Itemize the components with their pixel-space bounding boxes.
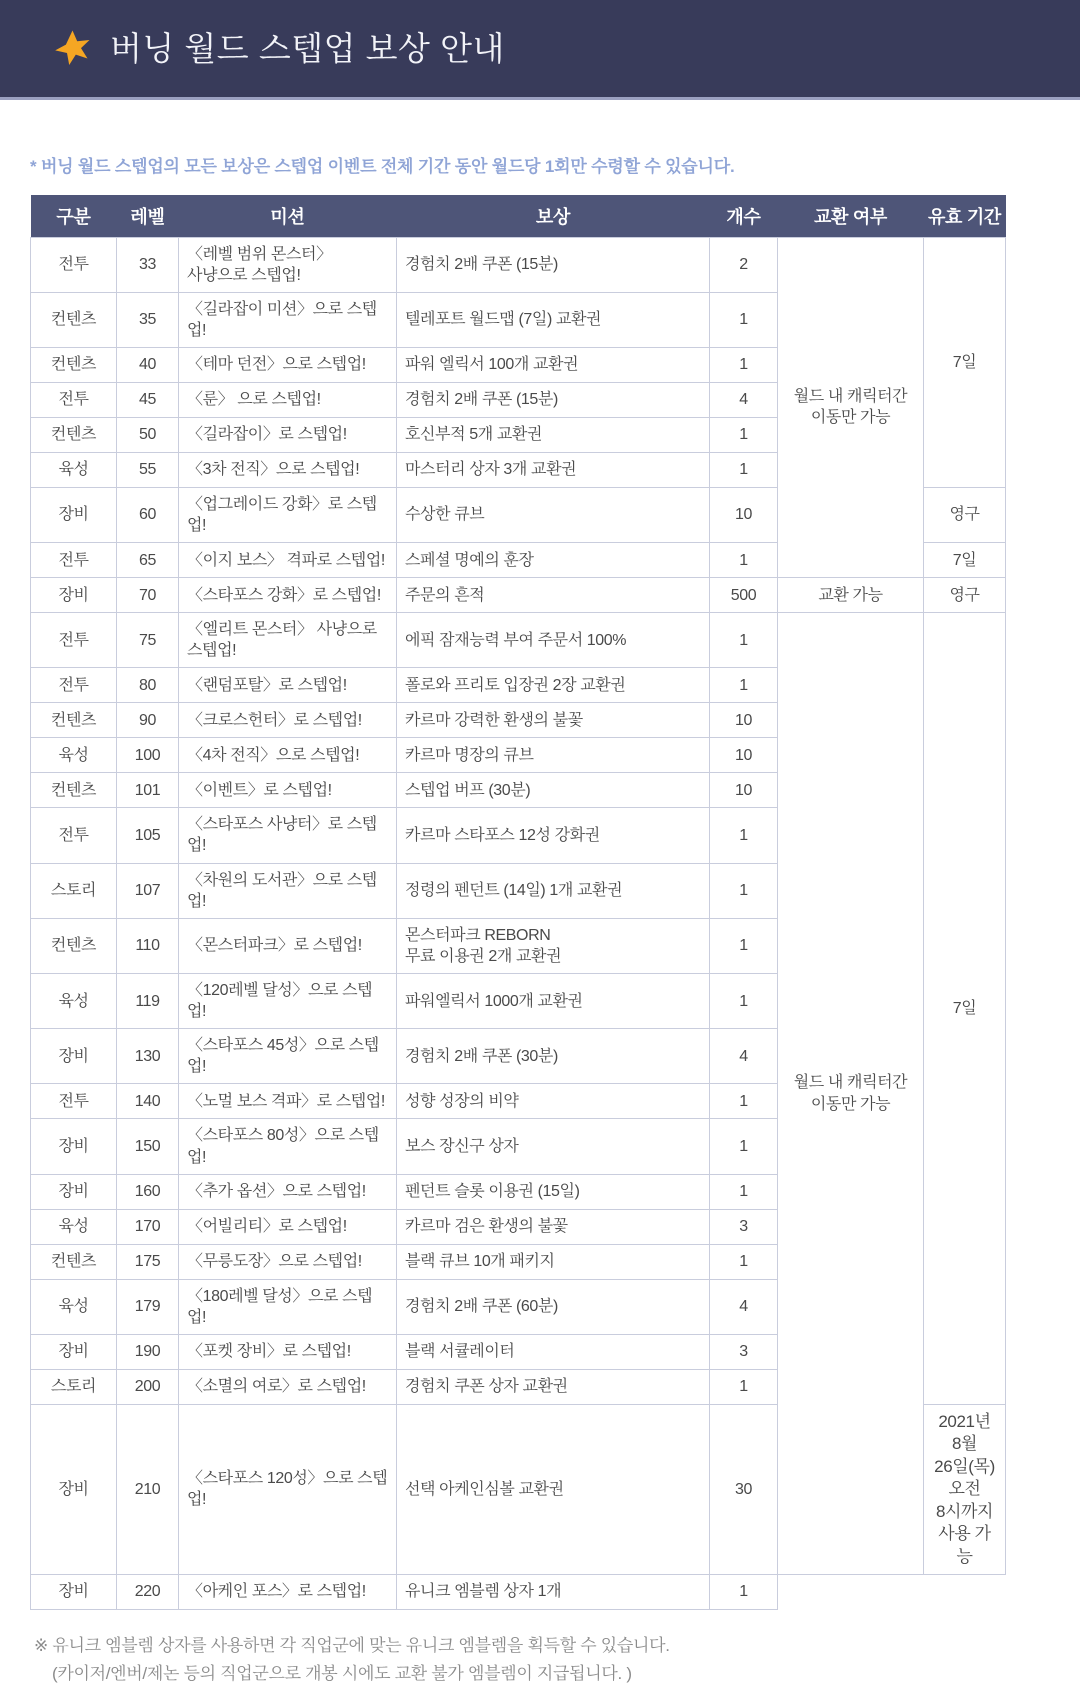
- table-row: [31, 578, 1006, 613]
- cell-reward: 폴로와 프리토 입장권 2장 교환권: [397, 668, 710, 703]
- cell-level: 33: [117, 237, 179, 292]
- cell-reward: 카르마 강력한 환생의 불꽃: [397, 703, 710, 738]
- cell-reward: 펜던트 슬롯 이용권 (15일): [397, 1174, 710, 1209]
- cell-reward: 파워 엘릭서 100개 교환권: [397, 347, 710, 382]
- cell-reward: 경험치 2배 쿠폰 (60분): [397, 1279, 710, 1334]
- cell-level: 35: [117, 292, 179, 347]
- cell-mission: 〈업그레이드 강화〉로 스텝업!: [179, 487, 397, 542]
- cell-level: 105: [117, 808, 179, 863]
- cell-reward: 카르마 명장의 큐브: [397, 738, 710, 773]
- cell-reward: 경험치 2배 쿠폰 (15분): [397, 237, 710, 292]
- cell-count: 1: [710, 974, 778, 1029]
- cell-mission: 〈몬스터파크〉로 스텝업!: [179, 918, 397, 973]
- cell-type: 육성: [31, 1209, 117, 1244]
- cell-reward: 에픽 잠재능력 부여 주문서 100%: [397, 613, 710, 668]
- table-row: [31, 613, 1006, 668]
- cell-count: 1: [710, 808, 778, 863]
- cell-type: 전투: [31, 808, 117, 863]
- cell-reward: 주문의 흔적: [397, 578, 710, 613]
- cell-mission: 〈스타포스 강화〉로 스텝업!: [179, 578, 397, 613]
- cell-reward: 경험치 쿠폰 상자 교환권: [397, 1369, 710, 1404]
- cell-valid-period: 영구: [924, 578, 1006, 613]
- col-header-exchange: 교환 여부: [778, 195, 924, 237]
- cell-type: 전투: [31, 668, 117, 703]
- cell-type: 컨텐츠: [31, 417, 117, 452]
- cell-mission: 〈아케인 포스〉로 스텝업!: [179, 1574, 397, 1609]
- cell-count: 1: [710, 1574, 778, 1609]
- cell-level: 190: [117, 1334, 179, 1369]
- cell-count: 4: [710, 382, 778, 417]
- cell-type: 육성: [31, 738, 117, 773]
- cell-type: 장비: [31, 1404, 117, 1574]
- cell-valid-period: 7일: [924, 613, 1006, 1405]
- table-header: [31, 195, 1006, 237]
- cell-type: 전투: [31, 613, 117, 668]
- cell-count: 1: [710, 1244, 778, 1279]
- cell-valid-period: 영구: [924, 487, 1006, 542]
- cell-type: 장비: [31, 1029, 117, 1084]
- cell-count: 1: [710, 1084, 778, 1119]
- cell-mission: 〈이지 보스〉 격파로 스텝업!: [179, 543, 397, 578]
- cell-level: 107: [117, 863, 179, 918]
- cell-mission: 〈길라잡이 미션〉으로 스텝업!: [179, 292, 397, 347]
- cell-level: 160: [117, 1174, 179, 1209]
- cell-count: 1: [710, 1119, 778, 1174]
- cell-mission: 〈포켓 장비〉로 스텝업!: [179, 1334, 397, 1369]
- cell-mission: 〈차원의 도서관〉으로 스텝업!: [179, 863, 397, 918]
- cell-count: 4: [710, 1279, 778, 1334]
- cell-reward: 블랙 서큘레이터: [397, 1334, 710, 1369]
- cell-reward: 카르마 스타포스 12성 강화권: [397, 808, 710, 863]
- cell-count: 1: [710, 918, 778, 973]
- cell-mission: 〈이벤트〉로 스텝업!: [179, 773, 397, 808]
- cell-mission: 〈4차 전직〉으로 스텝업!: [179, 738, 397, 773]
- star-icon: [52, 28, 92, 68]
- cell-reward: 수상한 큐브: [397, 487, 710, 542]
- cell-mission: 〈무릉도장〉으로 스텝업!: [179, 1244, 397, 1279]
- cell-count: 1: [710, 613, 778, 668]
- cell-reward: 텔레포트 월드맵 (7일) 교환권: [397, 292, 710, 347]
- cell-mission: 〈120레벨 달성〉으로 스텝업!: [179, 974, 397, 1029]
- cell-level: 130: [117, 1029, 179, 1084]
- cell-mission: 〈소멸의 여로〉로 스텝업!: [179, 1369, 397, 1404]
- reward-table-wrapper: [30, 195, 1005, 1610]
- cell-type: 컨텐츠: [31, 292, 117, 347]
- cell-level: 119: [117, 974, 179, 1029]
- cell-count: 10: [710, 738, 778, 773]
- cell-type: 장비: [31, 1574, 117, 1609]
- col-header-level: 레벨: [117, 195, 179, 237]
- table-row: [31, 237, 1006, 292]
- cell-type: 전투: [31, 543, 117, 578]
- cell-count: 1: [710, 863, 778, 918]
- cell-reward: 보스 장신구 상자: [397, 1119, 710, 1174]
- cell-level: 140: [117, 1084, 179, 1119]
- cell-count: 1: [710, 417, 778, 452]
- cell-level: 170: [117, 1209, 179, 1244]
- footnotes: [34, 1632, 1080, 1687]
- cell-count: 10: [710, 487, 778, 542]
- cell-reward: 파워엘릭서 1000개 교환권: [397, 974, 710, 1029]
- cell-count: 4: [710, 1029, 778, 1084]
- cell-reward: 스페셜 명예의 훈장: [397, 543, 710, 578]
- cell-type: 장비: [31, 1334, 117, 1369]
- cell-count: 3: [710, 1334, 778, 1369]
- cell-level: 175: [117, 1244, 179, 1279]
- cell-count: 1: [710, 1174, 778, 1209]
- footnote-line-1: ※ 유니크 엠블렘 상자를 사용하면 각 직업군에 맞는 유니크 엠블렘을 획득할 수 있습니다.: [34, 1632, 1080, 1660]
- cell-level: 110: [117, 918, 179, 973]
- cell-valid-period: 2021년 8월 26일(목) 오전 8시까지 사용 가능: [924, 1404, 1006, 1574]
- cell-mission: 〈스타포스 45성〉으로 스텝업!: [179, 1029, 397, 1084]
- cell-level: 90: [117, 703, 179, 738]
- cell-mission: 〈3차 전직〉으로 스텝업!: [179, 452, 397, 487]
- cell-level: 179: [117, 1279, 179, 1334]
- cell-type: 컨텐츠: [31, 1244, 117, 1279]
- col-header-count: 개수: [710, 195, 778, 237]
- cell-reward: 유니크 엠블렘 상자 1개: [397, 1574, 710, 1609]
- cell-count: 1: [710, 452, 778, 487]
- cell-level: 150: [117, 1119, 179, 1174]
- cell-type: 전투: [31, 1084, 117, 1119]
- cell-reward: 마스터리 상자 3개 교환권: [397, 452, 710, 487]
- page-title: 버닝 월드 스텝업 보상 안내: [110, 32, 505, 65]
- cell-type: 육성: [31, 1279, 117, 1334]
- cell-count: 10: [710, 703, 778, 738]
- table-body: [31, 237, 1006, 1609]
- cell-count: 1: [710, 347, 778, 382]
- cell-level: 200: [117, 1369, 179, 1404]
- cell-mission: 〈랜덤포탈〉로 스텝업!: [179, 668, 397, 703]
- cell-reward: 정령의 펜던트 (14일) 1개 교환권: [397, 863, 710, 918]
- cell-count: 1: [710, 543, 778, 578]
- cell-reward: 경험치 2배 쿠폰 (15분): [397, 382, 710, 417]
- cell-type: 육성: [31, 452, 117, 487]
- cell-level: 75: [117, 613, 179, 668]
- cell-valid-period: 7일: [924, 237, 1006, 487]
- footnote-line-2: (카이저/엔버/제논 등의 직업군으로 개봉 시에도 교환 불가 엠블렘이 지급됩니다. ): [34, 1660, 1080, 1687]
- cell-reward: 블랙 큐브 10개 패키지: [397, 1244, 710, 1279]
- cell-count: 10: [710, 773, 778, 808]
- cell-count: 500: [710, 578, 778, 613]
- page-header-banner: [0, 0, 1080, 100]
- cell-count: 3: [710, 1209, 778, 1244]
- cell-mission: 〈길라잡이〉로 스텝업!: [179, 417, 397, 452]
- cell-mission: 〈크로스헌터〉로 스텝업!: [179, 703, 397, 738]
- cell-type: 전투: [31, 237, 117, 292]
- cell-count: 2: [710, 237, 778, 292]
- cell-type: 스토리: [31, 1369, 117, 1404]
- cell-type: 컨텐츠: [31, 347, 117, 382]
- cell-level: 60: [117, 487, 179, 542]
- cell-type: 장비: [31, 1174, 117, 1209]
- col-header-valid: 유효 기간: [924, 195, 1006, 237]
- table-row: [31, 1574, 1006, 1609]
- cell-type: 전투: [31, 382, 117, 417]
- col-header-type: 구분: [31, 195, 117, 237]
- cell-reward: 경험치 2배 쿠폰 (30분): [397, 1029, 710, 1084]
- cell-reward: 몬스터파크 REBORN 무료 이용권 2개 교환권: [397, 918, 710, 973]
- cell-count: 1: [710, 1369, 778, 1404]
- cell-level: 210: [117, 1404, 179, 1574]
- cell-mission: 〈스타포스 120성〉으로 스텝업!: [179, 1404, 397, 1574]
- cell-level: 65: [117, 543, 179, 578]
- cell-exchange: 월드 내 캐릭터간 이동만 가능: [778, 613, 924, 1575]
- cell-reward: 호신부적 5개 교환권: [397, 417, 710, 452]
- cell-type: 컨텐츠: [31, 918, 117, 973]
- cell-mission: 〈스타포스 80성〉으로 스텝업!: [179, 1119, 397, 1174]
- cell-type: 장비: [31, 487, 117, 542]
- cell-level: 45: [117, 382, 179, 417]
- cell-level: 50: [117, 417, 179, 452]
- cell-type: 장비: [31, 1119, 117, 1174]
- cell-mission: 〈180레벨 달성〉으로 스텝업!: [179, 1279, 397, 1334]
- table-header-row: [31, 195, 1006, 237]
- cell-type: 스토리: [31, 863, 117, 918]
- cell-level: 40: [117, 347, 179, 382]
- cell-reward: 카르마 검은 환생의 불꽃: [397, 1209, 710, 1244]
- cell-level: 101: [117, 773, 179, 808]
- cell-valid-period: 7일: [924, 543, 1006, 578]
- cell-type: 컨텐츠: [31, 773, 117, 808]
- cell-type: 육성: [31, 974, 117, 1029]
- cell-mission: 〈노멀 보스 격파〉로 스텝업!: [179, 1084, 397, 1119]
- cell-mission: 〈스타포스 사냥터〉로 스텝업!: [179, 808, 397, 863]
- cell-exchange: 교환 가능: [778, 578, 924, 613]
- cell-reward: 선택 아케인심볼 교환권: [397, 1404, 710, 1574]
- cell-reward: 성향 성장의 비약: [397, 1084, 710, 1119]
- cell-level: 80: [117, 668, 179, 703]
- cell-mission: 〈추가 옵션〉으로 스텝업!: [179, 1174, 397, 1209]
- cell-type: 컨텐츠: [31, 703, 117, 738]
- cell-mission: 〈룬〉 으로 스텝업!: [179, 382, 397, 417]
- cell-mission: 〈어빌리티〉로 스텝업!: [179, 1209, 397, 1244]
- cell-count: 1: [710, 292, 778, 347]
- col-header-reward: 보상: [397, 195, 710, 237]
- cell-level: 55: [117, 452, 179, 487]
- cell-level: 100: [117, 738, 179, 773]
- cell-level: 220: [117, 1574, 179, 1609]
- cell-exchange: 월드 내 캐릭터간 이동만 가능: [778, 237, 924, 578]
- cell-mission: 〈테마 던전〉으로 스텝업!: [179, 347, 397, 382]
- cell-reward: 스텝업 버프 (30분): [397, 773, 710, 808]
- cell-type: 장비: [31, 578, 117, 613]
- cell-mission: 〈레벨 범위 몬스터〉 사냥으로 스텝업!: [179, 237, 397, 292]
- reward-table: [30, 195, 1006, 1610]
- cell-count: 30: [710, 1404, 778, 1574]
- cell-mission: 〈엘리트 몬스터〉 사냥으로 스텝업!: [179, 613, 397, 668]
- cell-count: 1: [710, 668, 778, 703]
- cell-level: 70: [117, 578, 179, 613]
- notice-text: * 버닝 월드 스텝업의 모든 보상은 스텝업 이벤트 전체 기간 동안 월드당 1회만 수령할 수 있습니다.: [30, 152, 1080, 177]
- col-header-mission: 미션: [179, 195, 397, 237]
